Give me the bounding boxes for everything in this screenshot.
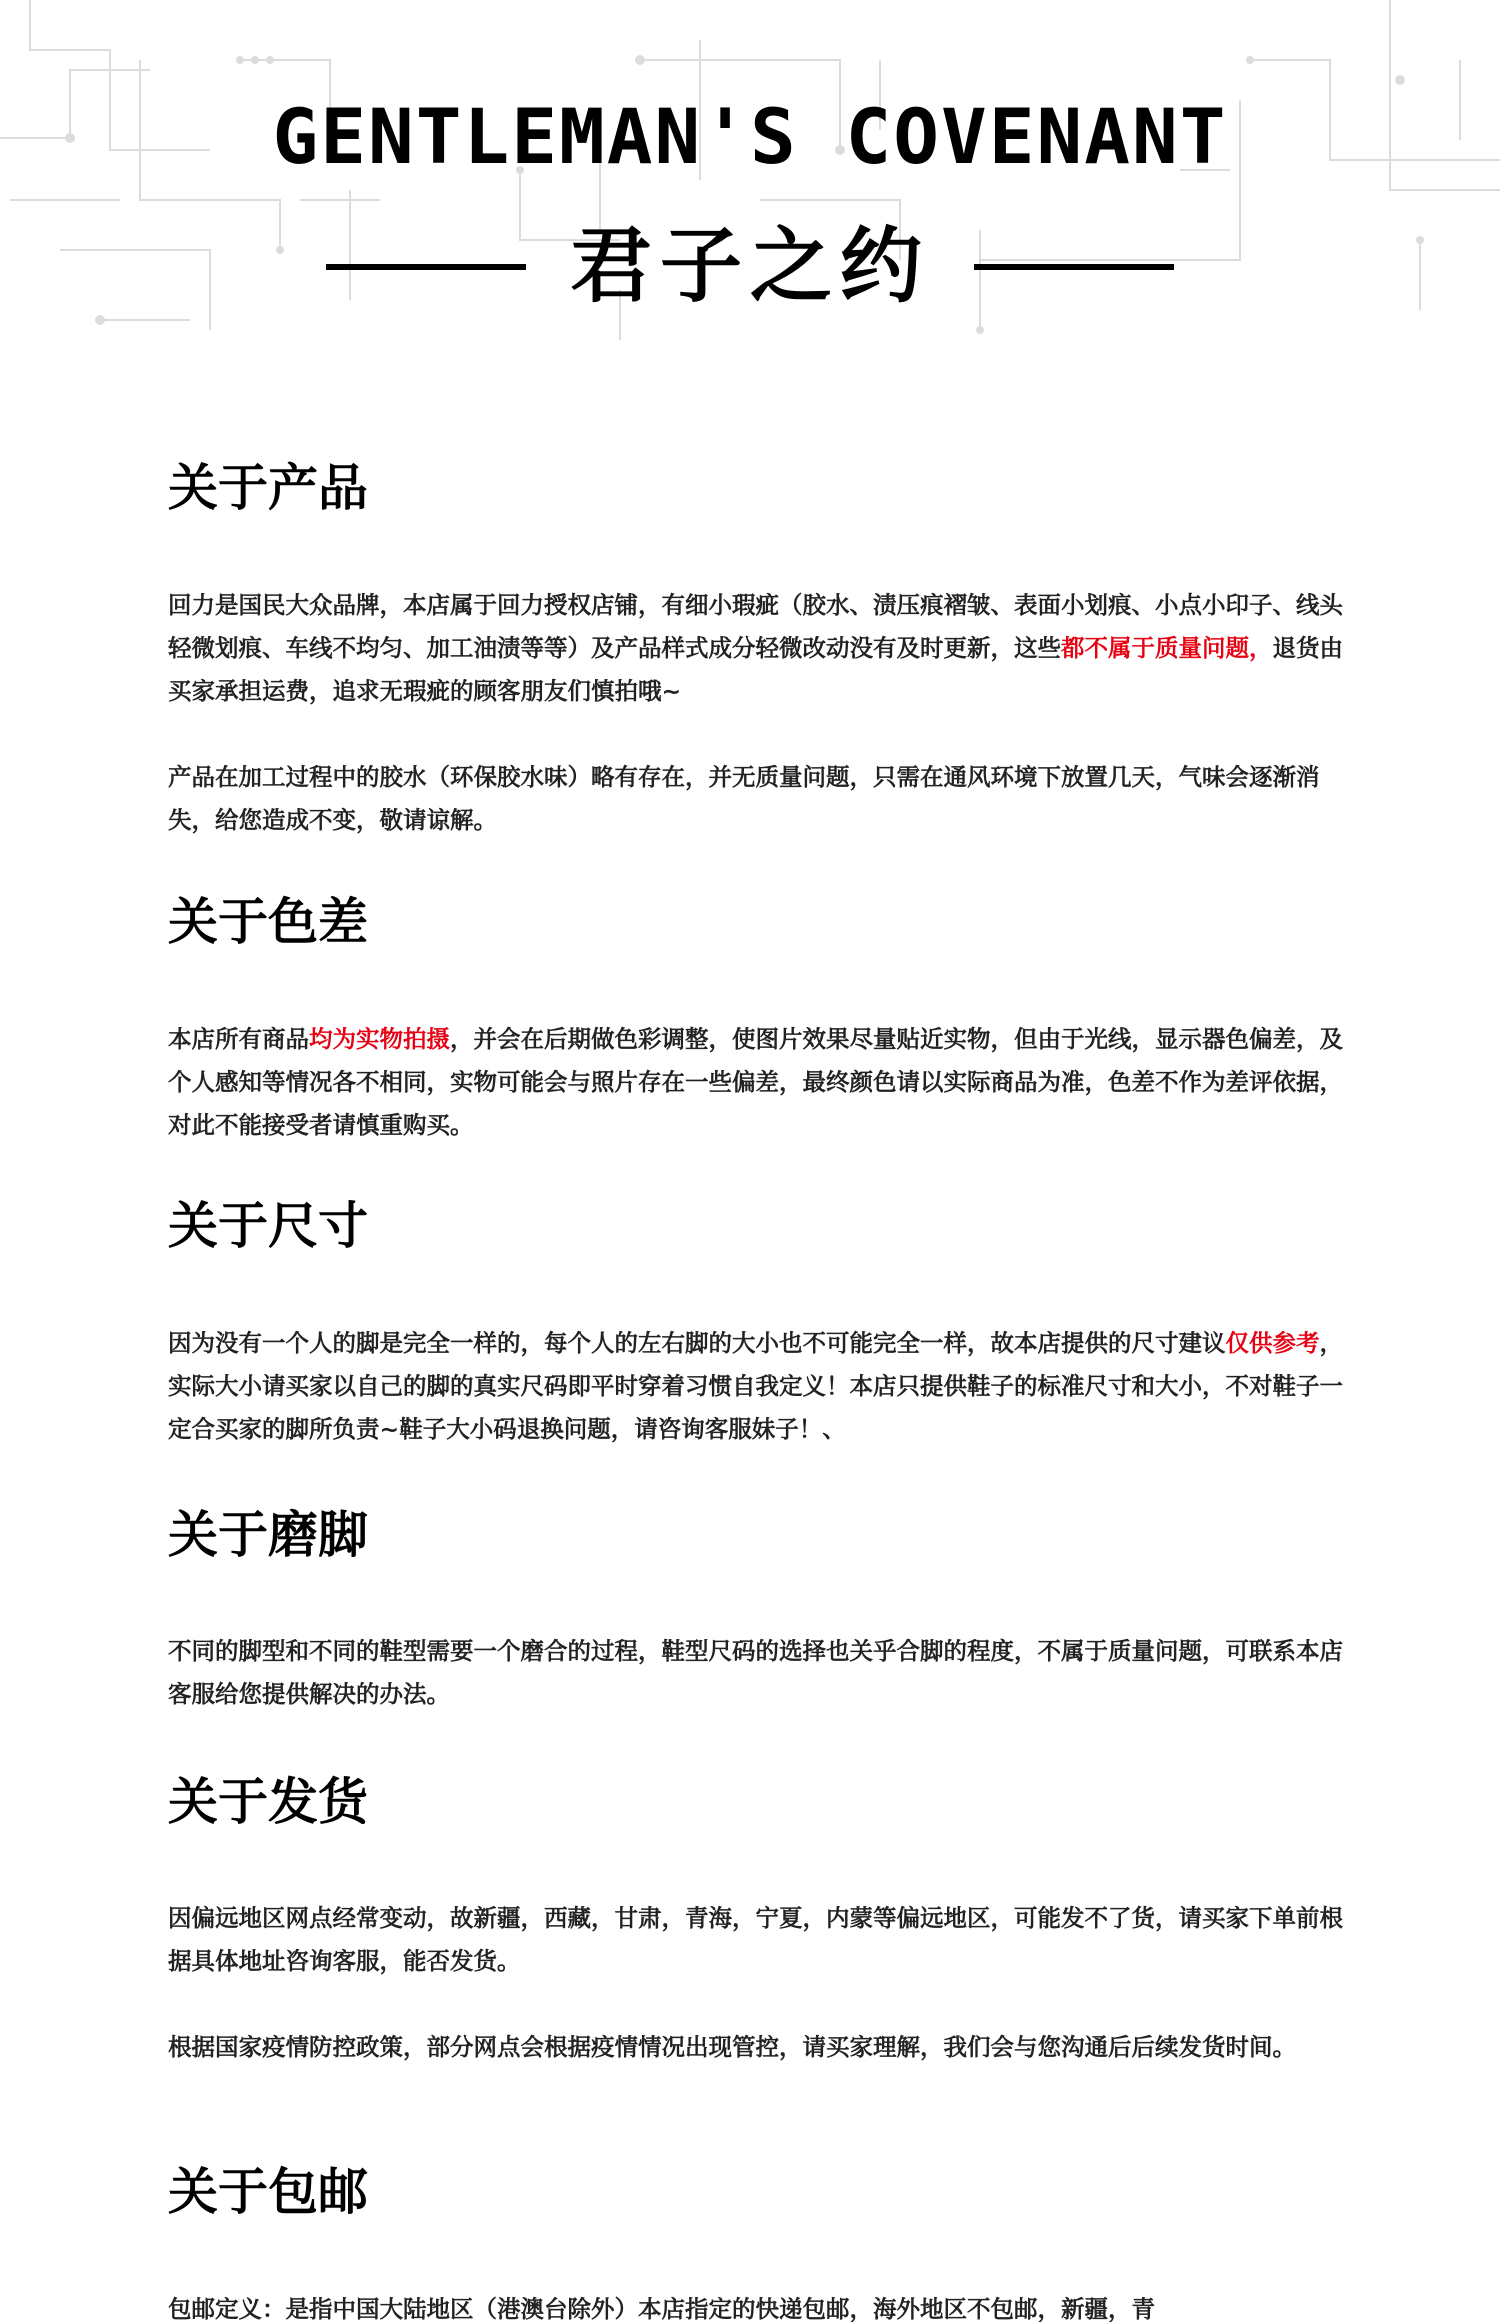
- color-paragraph-1: [168, 1018, 1358, 1147]
- color-highlight: 均为实物拍摄: [309, 1025, 450, 1053]
- free-shipping-paragraph-1: 包邮定义：是指中国大陆地区（港澳台除外）本店指定的快递包邮，海外地区不包邮，新疆，青: [168, 2295, 1155, 2322]
- product-paragraph-2: 产品在加工过程中的胶水（环保胶水味）略有存在，并无质量问题，只需在通风环境下放置几天，气味会逐渐消失，给您造成不变，敬请谅解。: [168, 763, 1320, 834]
- product-highlight: 都不属于质量问题，: [1061, 634, 1273, 662]
- shipping-paragraph-1: 因偏远地区网点经常变动，故新疆，西藏，甘肃，青海，宁夏，内蒙等偏远地区，可能发不了货，请买家下单前根据具体地址咨询客服，能否发货。: [168, 1904, 1343, 1975]
- shipping-paragraph-2: 根据国家疫情防控政策，部分网点会根据疫情情况出现管控，请买家理解，我们会与您沟通后后续发货时间。: [168, 2033, 1296, 2061]
- fit-paragraph-1: 不同的脚型和不同的鞋型需要一个磨合的过程，鞋型尺码的选择也关乎合脚的程度，不属于质量问题，可联系本店客服给您提供解决的办法。: [168, 1637, 1343, 1708]
- section-title-color: 关于色差: [168, 893, 368, 951]
- title-rule-left: [326, 264, 526, 270]
- section-title-shipping: 关于发货: [168, 1773, 368, 1831]
- section-title-fit: 关于磨脚: [168, 1506, 368, 1564]
- size-highlight: 仅供参考: [1225, 1329, 1320, 1357]
- color-text-b: ，并会在后期做色彩调整，使图片效果尽量贴近实物，但由于光线，显示器色偏差，及个人感知等情况各不相同，实物可能会与照片存在一些偏差，最终颜色请以实际商品为准，色差不作为差评依据，对此不能接受者请慎重购买。: [168, 1025, 1343, 1139]
- circuit-background: [0, 0, 1500, 380]
- product-paragraph-1: [168, 584, 1358, 713]
- size-paragraph-1: [168, 1322, 1358, 1451]
- section-title-free-shipping: 关于包邮: [168, 2163, 368, 2221]
- product-text-b: 退货由买家承担运费，追求无瑕疵的顾客朋友们慎拍哦~: [168, 634, 1343, 705]
- title-chinese: 君子之约: [569, 219, 930, 314]
- color-text-a: 本店所有商品: [168, 1025, 309, 1053]
- section-title-size: 关于尺寸: [168, 1197, 368, 1255]
- header-banner: [0, 0, 1500, 380]
- title-chinese-row: [0, 212, 1500, 322]
- title-english: GENTLEMAN'S COVENANT: [272, 92, 1228, 181]
- title-rule-right: [974, 264, 1174, 270]
- size-text-b: ，实际大小请买家以自己的脚的真实尺码即平时穿着习惯自我定义！本店只提供鞋子的标准尺寸和大小，不对鞋子一定合买家的脚所负责~鞋子大小码退换问题，请咨询客服妹子！、: [168, 1329, 1343, 1443]
- product-text-a: 回力是国民大众品牌，本店属于回力授权店铺，有细小瑕疵（胶水、渍压痕褶皱、表面小划痕、小点小印子、线头轻微划痕、车线不均匀、加工油渍等等）及产品样式成分轻微改动没有及时更新，这些: [168, 591, 1343, 662]
- section-title-product: 关于产品: [168, 459, 368, 517]
- size-text-a: 因为没有一个人的脚是完全一样的，每个人的左右脚的大小也不可能完全一样，故本店提供的尺寸建议: [168, 1329, 1226, 1357]
